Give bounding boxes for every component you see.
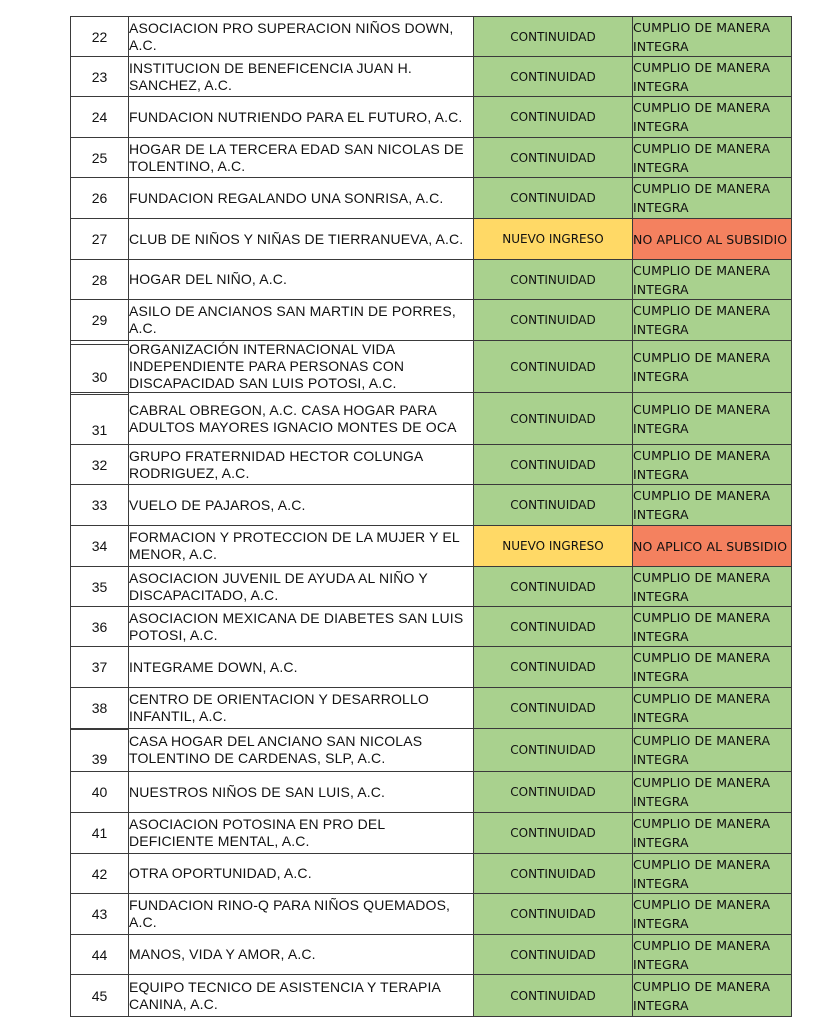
status-cell: CONTINUIDAD [474, 688, 633, 729]
organization-name: CLUB DE NIÑOS Y NIÑAS DE TIERRANUEVA, A.C. [129, 219, 474, 260]
status-cell: CONTINUIDAD [474, 445, 633, 485]
result-cell: CUMPLIO DE MANERA INTEGRA [633, 260, 792, 300]
status-cell: CONTINUIDAD [474, 341, 633, 393]
table-row [71, 341, 792, 393]
row-number: 38 [71, 688, 129, 729]
status-cell: CONTINUIDAD [474, 975, 633, 1017]
organization-name: INTEGRAME DOWN, A.C. [129, 647, 474, 688]
table-row [71, 138, 792, 178]
table-row [71, 567, 792, 607]
result-cell: CUMPLIO DE MANERA INTEGRA [633, 647, 792, 688]
table-row [71, 688, 792, 729]
table-row [71, 178, 792, 219]
status-cell: CONTINUIDAD [474, 138, 633, 178]
result-cell: CUMPLIO DE MANERA INTEGRA [633, 729, 792, 772]
result-cell: CUMPLIO DE MANERA INTEGRA [633, 688, 792, 729]
result-cell: NO APLICO AL SUBSIDIO [633, 526, 792, 567]
table-row [71, 935, 792, 975]
table-row [71, 97, 792, 138]
table-row [71, 647, 792, 688]
row-number: 25 [71, 138, 129, 178]
status-cell: CONTINUIDAD [474, 935, 633, 975]
result-cell: CUMPLIO DE MANERA INTEGRA [633, 178, 792, 219]
result-cell: CUMPLIO DE MANERA INTEGRA [633, 138, 792, 178]
row-number: 35 [71, 567, 129, 607]
table-row [71, 300, 792, 341]
result-cell: CUMPLIO DE MANERA INTEGRA [633, 607, 792, 647]
result-cell: CUMPLIO DE MANERA INTEGRA [633, 341, 792, 393]
organization-name: EQUIPO TECNICO DE ASISTENCIA Y TERAPIA CANINA, A.C. [129, 975, 474, 1017]
organization-name: ASOCIACION PRO SUPERACION NIÑOS DOWN, A.C. [129, 17, 474, 57]
organization-name: OTRA OPORTUNIDAD, A.C. [129, 854, 474, 894]
table-row [71, 854, 792, 894]
row-number: 27 [71, 219, 129, 260]
row-number: 39 [71, 729, 129, 772]
status-cell: CONTINUIDAD [474, 772, 633, 813]
status-cell: CONTINUIDAD [474, 813, 633, 854]
result-cell: CUMPLIO DE MANERA INTEGRA [633, 485, 792, 526]
organization-name: ASILO DE ANCIANOS SAN MARTIN DE PORRES, A.C. [129, 300, 474, 341]
status-cell: CONTINUIDAD [474, 260, 633, 300]
row-number: 41 [71, 813, 129, 854]
table-row [71, 393, 792, 445]
result-cell: CUMPLIO DE MANERA INTEGRA [633, 894, 792, 935]
organization-name: NUESTROS NIÑOS DE SAN LUIS, A.C. [129, 772, 474, 813]
status-cell: CONTINUIDAD [474, 567, 633, 607]
table-row [71, 975, 792, 1017]
table-row [71, 894, 792, 935]
records-table-body [71, 17, 792, 1017]
status-cell: CONTINUIDAD [474, 17, 633, 57]
organization-name: MANOS, VIDA Y AMOR, A.C. [129, 935, 474, 975]
result-cell: CUMPLIO DE MANERA INTEGRA [633, 445, 792, 485]
row-number: 33 [71, 485, 129, 526]
organization-name: ASOCIACION POTOSINA EN PRO DEL DEFICIENTE MENTAL, A.C. [129, 813, 474, 854]
row-number: 37 [71, 647, 129, 688]
organization-name: ASOCIACION JUVENIL DE AYUDA AL NIÑO Y DISCAPACITADO, A.C. [129, 567, 474, 607]
result-cell: NO APLICO AL SUBSIDIO [633, 219, 792, 260]
result-cell: CUMPLIO DE MANERA INTEGRA [633, 300, 792, 341]
organization-name: ORGANIZACIÓN INTERNACIONAL VIDA INDEPENDIENTE PARA PERSONAS CON DISCAPACIDAD SAN LUIS POTOSI, A.C. [129, 341, 474, 393]
result-cell: CUMPLIO DE MANERA INTEGRA [633, 935, 792, 975]
table-row [71, 219, 792, 260]
status-cell: NUEVO INGRESO [474, 219, 633, 260]
result-cell: CUMPLIO DE MANERA INTEGRA [633, 567, 792, 607]
table-row [71, 729, 792, 772]
row-number: 23 [71, 57, 129, 97]
table-row [71, 526, 792, 567]
organization-name: FUNDACION RINO-Q PARA NIÑOS QUEMADOS, A.C. [129, 894, 474, 935]
status-cell: CONTINUIDAD [474, 178, 633, 219]
organization-name: HOGAR DEL NIÑO, A.C. [129, 260, 474, 300]
row-number: 30 [71, 341, 129, 393]
organization-name: INSTITUCION DE BENEFICENCIA JUAN H. SANCHEZ, A.C. [129, 57, 474, 97]
table-row [71, 813, 792, 854]
table-row [71, 772, 792, 813]
row-number: 31 [71, 393, 129, 445]
row-number: 40 [71, 772, 129, 813]
table-row [71, 57, 792, 97]
row-number: 29 [71, 300, 129, 341]
status-cell: NUEVO INGRESO [474, 526, 633, 567]
organization-name: FORMACION Y PROTECCION DE LA MUJER Y EL MENOR, A.C. [129, 526, 474, 567]
result-cell: CUMPLIO DE MANERA INTEGRA [633, 772, 792, 813]
result-cell: CUMPLIO DE MANERA INTEGRA [633, 393, 792, 445]
status-cell: CONTINUIDAD [474, 607, 633, 647]
organization-name: HOGAR DE LA TERCERA EDAD SAN NICOLAS DE TOLENTINO, A.C. [129, 138, 474, 178]
status-cell: CONTINUIDAD [474, 393, 633, 445]
status-cell: CONTINUIDAD [474, 485, 633, 526]
result-cell: CUMPLIO DE MANERA INTEGRA [633, 854, 792, 894]
status-cell: CONTINUIDAD [474, 97, 633, 138]
organization-name: CABRAL OBREGON, A.C. CASA HOGAR PARA ADULTOS MAYORES IGNACIO MONTES DE OCA [129, 393, 474, 445]
table-row [71, 260, 792, 300]
status-cell: CONTINUIDAD [474, 854, 633, 894]
organization-name: FUNDACION REGALANDO UNA SONRISA, A.C. [129, 178, 474, 219]
table-row [71, 17, 792, 57]
status-cell: CONTINUIDAD [474, 894, 633, 935]
result-cell: CUMPLIO DE MANERA INTEGRA [633, 57, 792, 97]
row-number: 36 [71, 607, 129, 647]
row-number: 28 [71, 260, 129, 300]
organization-name: CASA HOGAR DEL ANCIANO SAN NICOLAS TOLENTINO DE CARDENAS, SLP, A.C. [129, 729, 474, 772]
status-cell: CONTINUIDAD [474, 300, 633, 341]
organization-name: GRUPO FRATERNIDAD HECTOR COLUNGA RODRIGUEZ, A.C. [129, 445, 474, 485]
row-number: 32 [71, 445, 129, 485]
row-number: 22 [71, 17, 129, 57]
row-number: 26 [71, 178, 129, 219]
status-cell: CONTINUIDAD [474, 647, 633, 688]
result-cell: CUMPLIO DE MANERA INTEGRA [633, 975, 792, 1017]
table-row [71, 485, 792, 526]
result-cell: CUMPLIO DE MANERA INTEGRA [633, 17, 792, 57]
status-cell: CONTINUIDAD [474, 57, 633, 97]
row-number: 45 [71, 975, 129, 1017]
status-cell: CONTINUIDAD [474, 729, 633, 772]
row-number: 34 [71, 526, 129, 567]
organization-name: VUELO DE PAJAROS, A.C. [129, 485, 474, 526]
result-cell: CUMPLIO DE MANERA INTEGRA [633, 97, 792, 138]
table-row [71, 445, 792, 485]
row-number: 42 [71, 854, 129, 894]
organization-name: FUNDACION NUTRIENDO PARA EL FUTURO, A.C. [129, 97, 474, 138]
row-number: 43 [71, 894, 129, 935]
organization-name: ASOCIACION MEXICANA DE DIABETES SAN LUIS POTOSI, A.C. [129, 607, 474, 647]
row-number: 24 [71, 97, 129, 138]
result-cell: CUMPLIO DE MANERA INTEGRA [633, 813, 792, 854]
row-number: 44 [71, 935, 129, 975]
table-row [71, 607, 792, 647]
organization-name: CENTRO DE ORIENTACION Y DESARROLLO INFANTIL, A.C. [129, 688, 474, 729]
records-table [70, 16, 792, 1017]
